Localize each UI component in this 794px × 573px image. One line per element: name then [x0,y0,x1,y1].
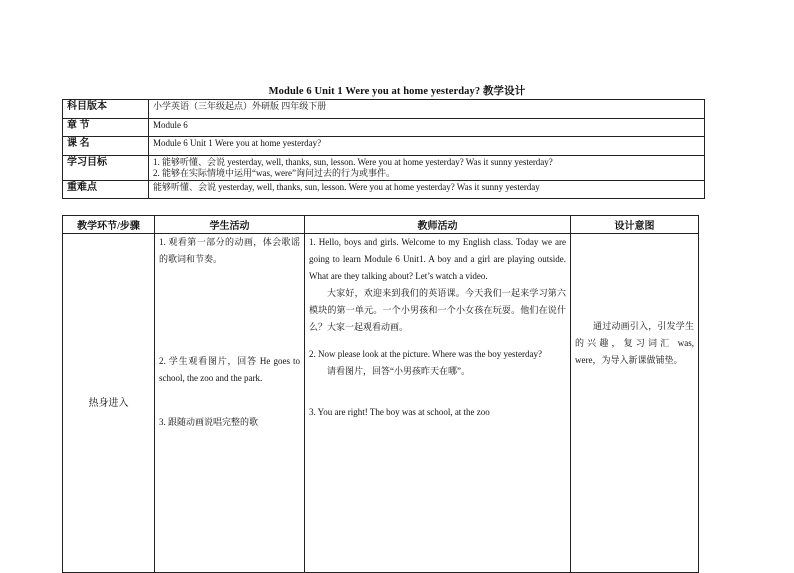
student-step: 2. 学生观看图片，回答 He goes to school, the zoo and the park. [159,356,300,383]
teacher-step-cn: 大家好，欢迎来到我们的英语课。今天我们一起来学习第六模块的第一单元。一个小男孩和一个小女孩在玩耍。他们在说什么？大家一起观看动画。 [309,288,566,332]
teaching-plan-table [62,215,699,573]
info-row-objectives [63,155,705,180]
teacher-step: 2. Now please look at the picture. Where was the boy yesterday? [309,349,543,359]
info-value: Module 6 Unit 1 Were you at home yesterday? [149,137,705,156]
student-step: 1. 观看第一部分的动画，体会歌谣的歌词和节奏。 [159,237,300,264]
header-student: 学生活动 [155,216,305,234]
header-design: 设计意图 [571,216,699,234]
info-label: 科目版本 [63,100,149,119]
student-step: 3. 跟随动画说唱完整的歌 [159,417,259,427]
design-intent-cell [571,234,699,573]
info-row-subject [63,100,705,119]
teacher-step: 3. You are right! The boy was at school, at the zoo [309,407,490,417]
plan-header-row [63,216,699,234]
teacher-step: 1. Hello, boys and girls. Welcome to my English class. Today we are going to learn Module 6 Unit1. A boy and a girl are playing outside. What are they talking about? Let’s watch a video. [309,237,566,281]
teacher-step-cn: 请看图片，回答“小男孩昨天在哪”。 [327,366,470,376]
info-value: Module 6 [149,118,705,137]
stage-cell: 热身进入 [63,234,155,573]
design-intent-text: 通过动画引入，引发学生的兴趣，复习词汇 was, were，为导入新课做铺垫。 [575,321,694,365]
info-row-chapter [63,118,705,137]
objective-line: 1. 能够听懂、会说 yesterday, well, thanks, sun, lesson. Were you at home yesterday? Was it sunny yesterday? [153,156,553,167]
student-activity-cell [155,234,305,573]
info-label: 重难点 [63,180,149,199]
teacher-activity-cell [305,234,571,573]
info-value: 小学英语（三年级起点）外研版 四年级下册 [149,100,705,119]
info-value [149,155,705,180]
document-title: Module 6 Unit 1 Were you at home yesterday? 教学设计 [268,86,526,97]
header-stage: 教学环节/步骤 [63,216,155,234]
header-teacher: 教师活动 [305,216,571,234]
objective-line: 2. 能够在实际情境中运用“was, were”询问过去的行为或事件。 [153,167,395,178]
info-value: 能够听懂、会说 yesterday, well, thanks, sun, lesson. Were you at home yesterday? Was it sunny yesterday [149,180,705,199]
info-label: 课 名 [63,137,149,156]
plan-row [63,234,699,573]
course-info-table [62,99,705,199]
info-label: 章 节 [63,118,149,137]
info-label: 学习目标 [63,155,149,180]
info-row-lesson [63,137,705,156]
info-row-keypoints [63,180,705,199]
